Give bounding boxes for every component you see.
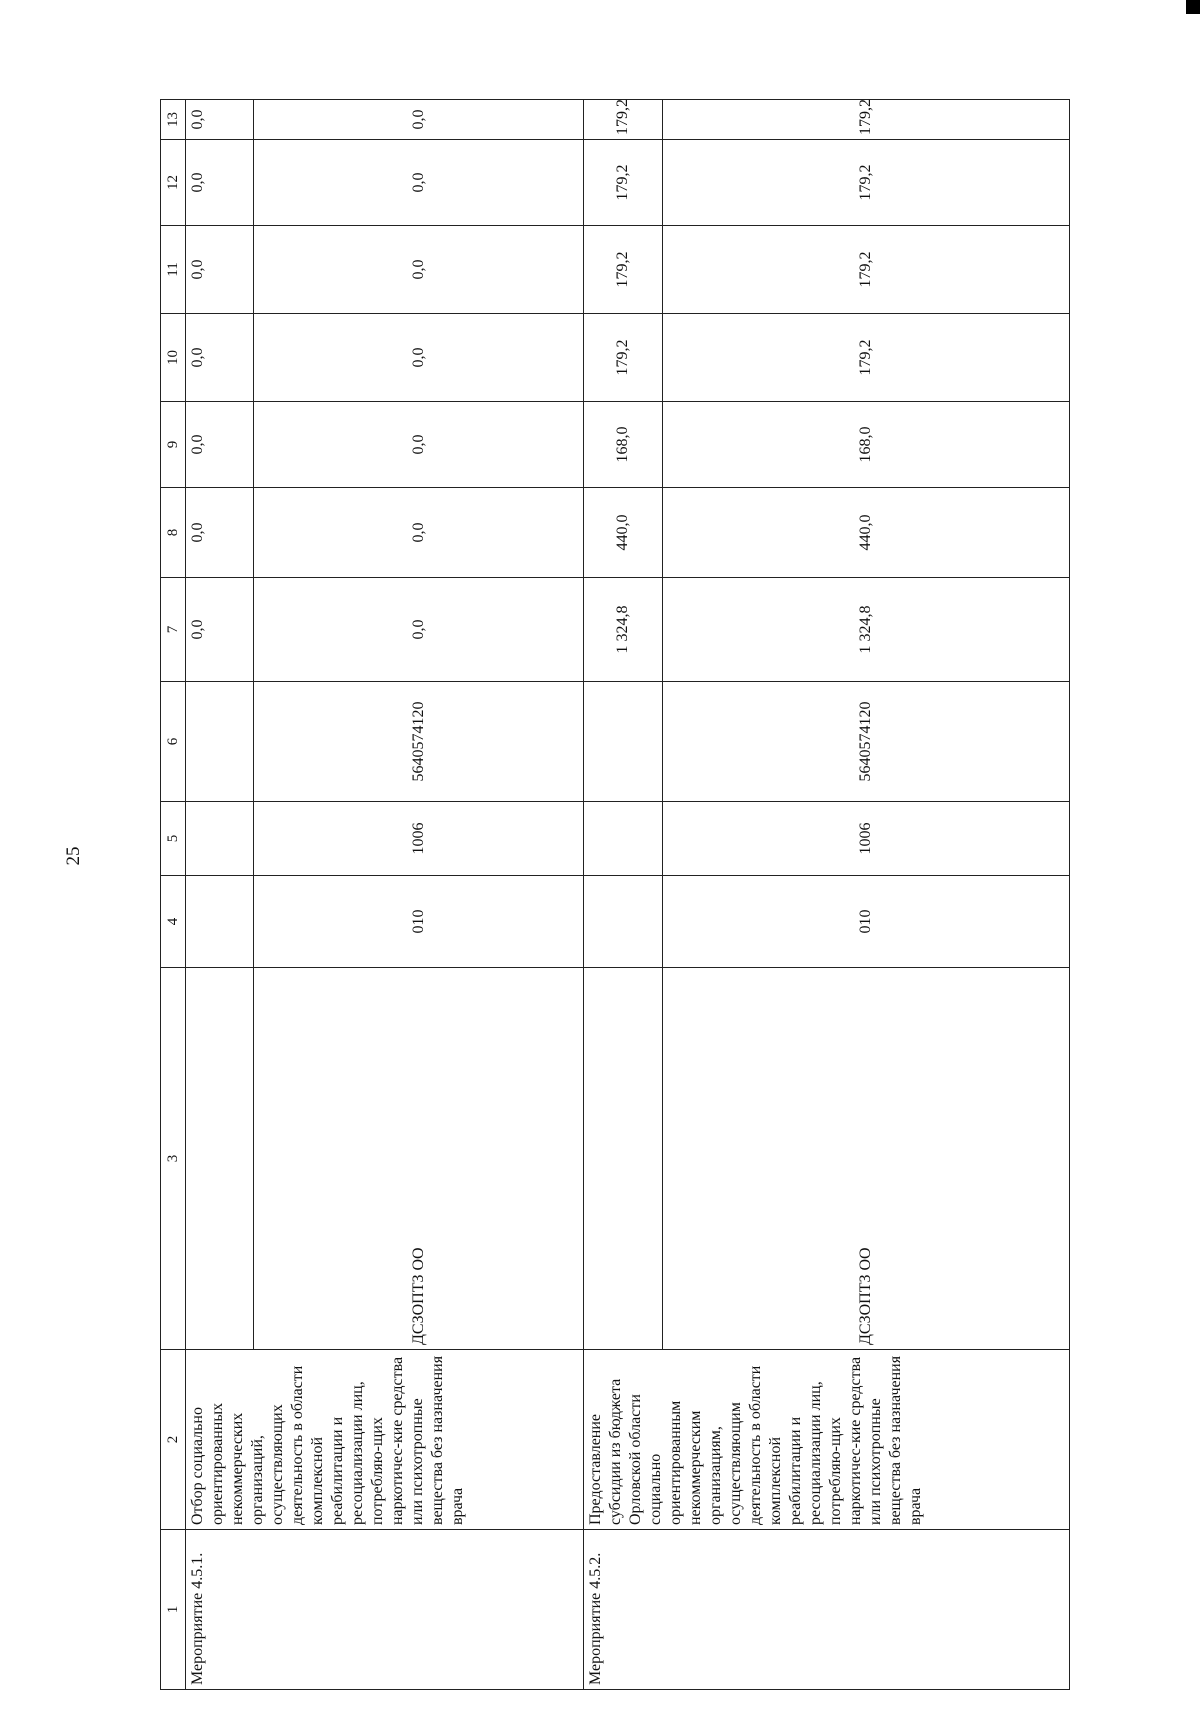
- code-cell: 1006: [253, 802, 583, 876]
- executor-cell: ДСЗОПТЗ ОО: [253, 968, 583, 1350]
- executor-cell: ДСЗОПТЗ ОО: [663, 968, 1070, 1350]
- header-cell: 7: [161, 578, 186, 682]
- value-cell: 0,0: [253, 140, 583, 226]
- value-cell: 0,0: [253, 488, 583, 578]
- total-value-cell: 0,0: [186, 578, 254, 682]
- total-value-cell: 0,0: [186, 140, 254, 226]
- total-executor-cell: [186, 968, 254, 1350]
- code-cell: 5640574120: [253, 682, 583, 802]
- total-value-cell: 0,0: [186, 226, 254, 314]
- rotated-table-frame: [160, 100, 1070, 1690]
- value-cell: 179,2: [663, 140, 1070, 226]
- program-measures-table: [160, 99, 1070, 1690]
- value-cell: 168,0: [663, 402, 1070, 488]
- measure-cell: Мероприятие 4.5.1.: [186, 1530, 584, 1690]
- total-code-cell: [186, 682, 254, 802]
- total-value-cell: 0,0: [186, 488, 254, 578]
- value-cell: 0,0: [253, 100, 583, 140]
- page-number: 25: [63, 846, 84, 866]
- header-cell: 1: [161, 1530, 186, 1690]
- value-cell: 179,2: [663, 226, 1070, 314]
- value-cell: 0,0: [253, 314, 583, 402]
- header-cell: 8: [161, 488, 186, 578]
- value-cell: 0,0: [253, 402, 583, 488]
- header-cell: 10: [161, 314, 186, 402]
- value-cell: 179,2: [663, 100, 1070, 140]
- total-code-cell: [186, 876, 254, 968]
- total-executor-cell: [584, 968, 663, 1350]
- value-cell: 179,2: [663, 314, 1070, 402]
- value-cell: 1 324,8: [663, 578, 1070, 682]
- value-cell: 440,0: [663, 488, 1070, 578]
- header-cell: 12: [161, 140, 186, 226]
- table-row: [186, 100, 254, 1690]
- total-code-cell: [584, 802, 663, 876]
- total-value-cell: 179,2: [584, 314, 663, 402]
- total-value-cell: 440,0: [584, 488, 663, 578]
- header-cell: 4: [161, 876, 186, 968]
- column-number-row: [161, 100, 186, 1690]
- value-cell: 0,0: [253, 226, 583, 314]
- total-value-cell: 0,0: [186, 314, 254, 402]
- table-row: [584, 100, 663, 1690]
- code-cell: 010: [663, 876, 1070, 968]
- description-cell: Предоставление субсидии из бюджета Орловской области социально ориентированным некоммерческим организациям, осуществляющим деятельность в области комплексной реабилитации и ресоциализации лиц, потребляю-щих наркотичес-кие средства или психотропные вещества без назначения врача: [584, 1350, 1070, 1530]
- description-cell: Отбор социально ориентированных некоммерческих организаций, осуществляющих деятельность в области комплексной реабилитации и ресоциализации лиц, потребляю-щих наркотичес-кие средства или психотропные вещества без назначения врача: [186, 1350, 584, 1530]
- total-code-cell: [584, 682, 663, 802]
- header-cell: 3: [161, 968, 186, 1350]
- total-value-cell: 179,2: [584, 226, 663, 314]
- total-code-cell: [584, 876, 663, 968]
- header-cell: 11: [161, 226, 186, 314]
- header-cell: 2: [161, 1350, 186, 1530]
- header-cell: 5: [161, 802, 186, 876]
- total-value-cell: 168,0: [584, 402, 663, 488]
- total-value-cell: 179,2: [584, 100, 663, 140]
- value-cell: 0,0: [253, 578, 583, 682]
- header-cell: 6: [161, 682, 186, 802]
- total-code-cell: [186, 802, 254, 876]
- corner-scan-mark: [1186, 0, 1200, 14]
- total-value-cell: 0,0: [186, 100, 254, 140]
- total-value-cell: 0,0: [186, 402, 254, 488]
- total-value-cell: 1 324,8: [584, 578, 663, 682]
- code-cell: 5640574120: [663, 682, 1070, 802]
- code-cell: 010: [253, 876, 583, 968]
- header-cell: 13: [161, 100, 186, 140]
- measure-cell: Мероприятие 4.5.2.: [584, 1530, 1070, 1690]
- code-cell: 1006: [663, 802, 1070, 876]
- header-cell: 9: [161, 402, 186, 488]
- total-value-cell: 179,2: [584, 140, 663, 226]
